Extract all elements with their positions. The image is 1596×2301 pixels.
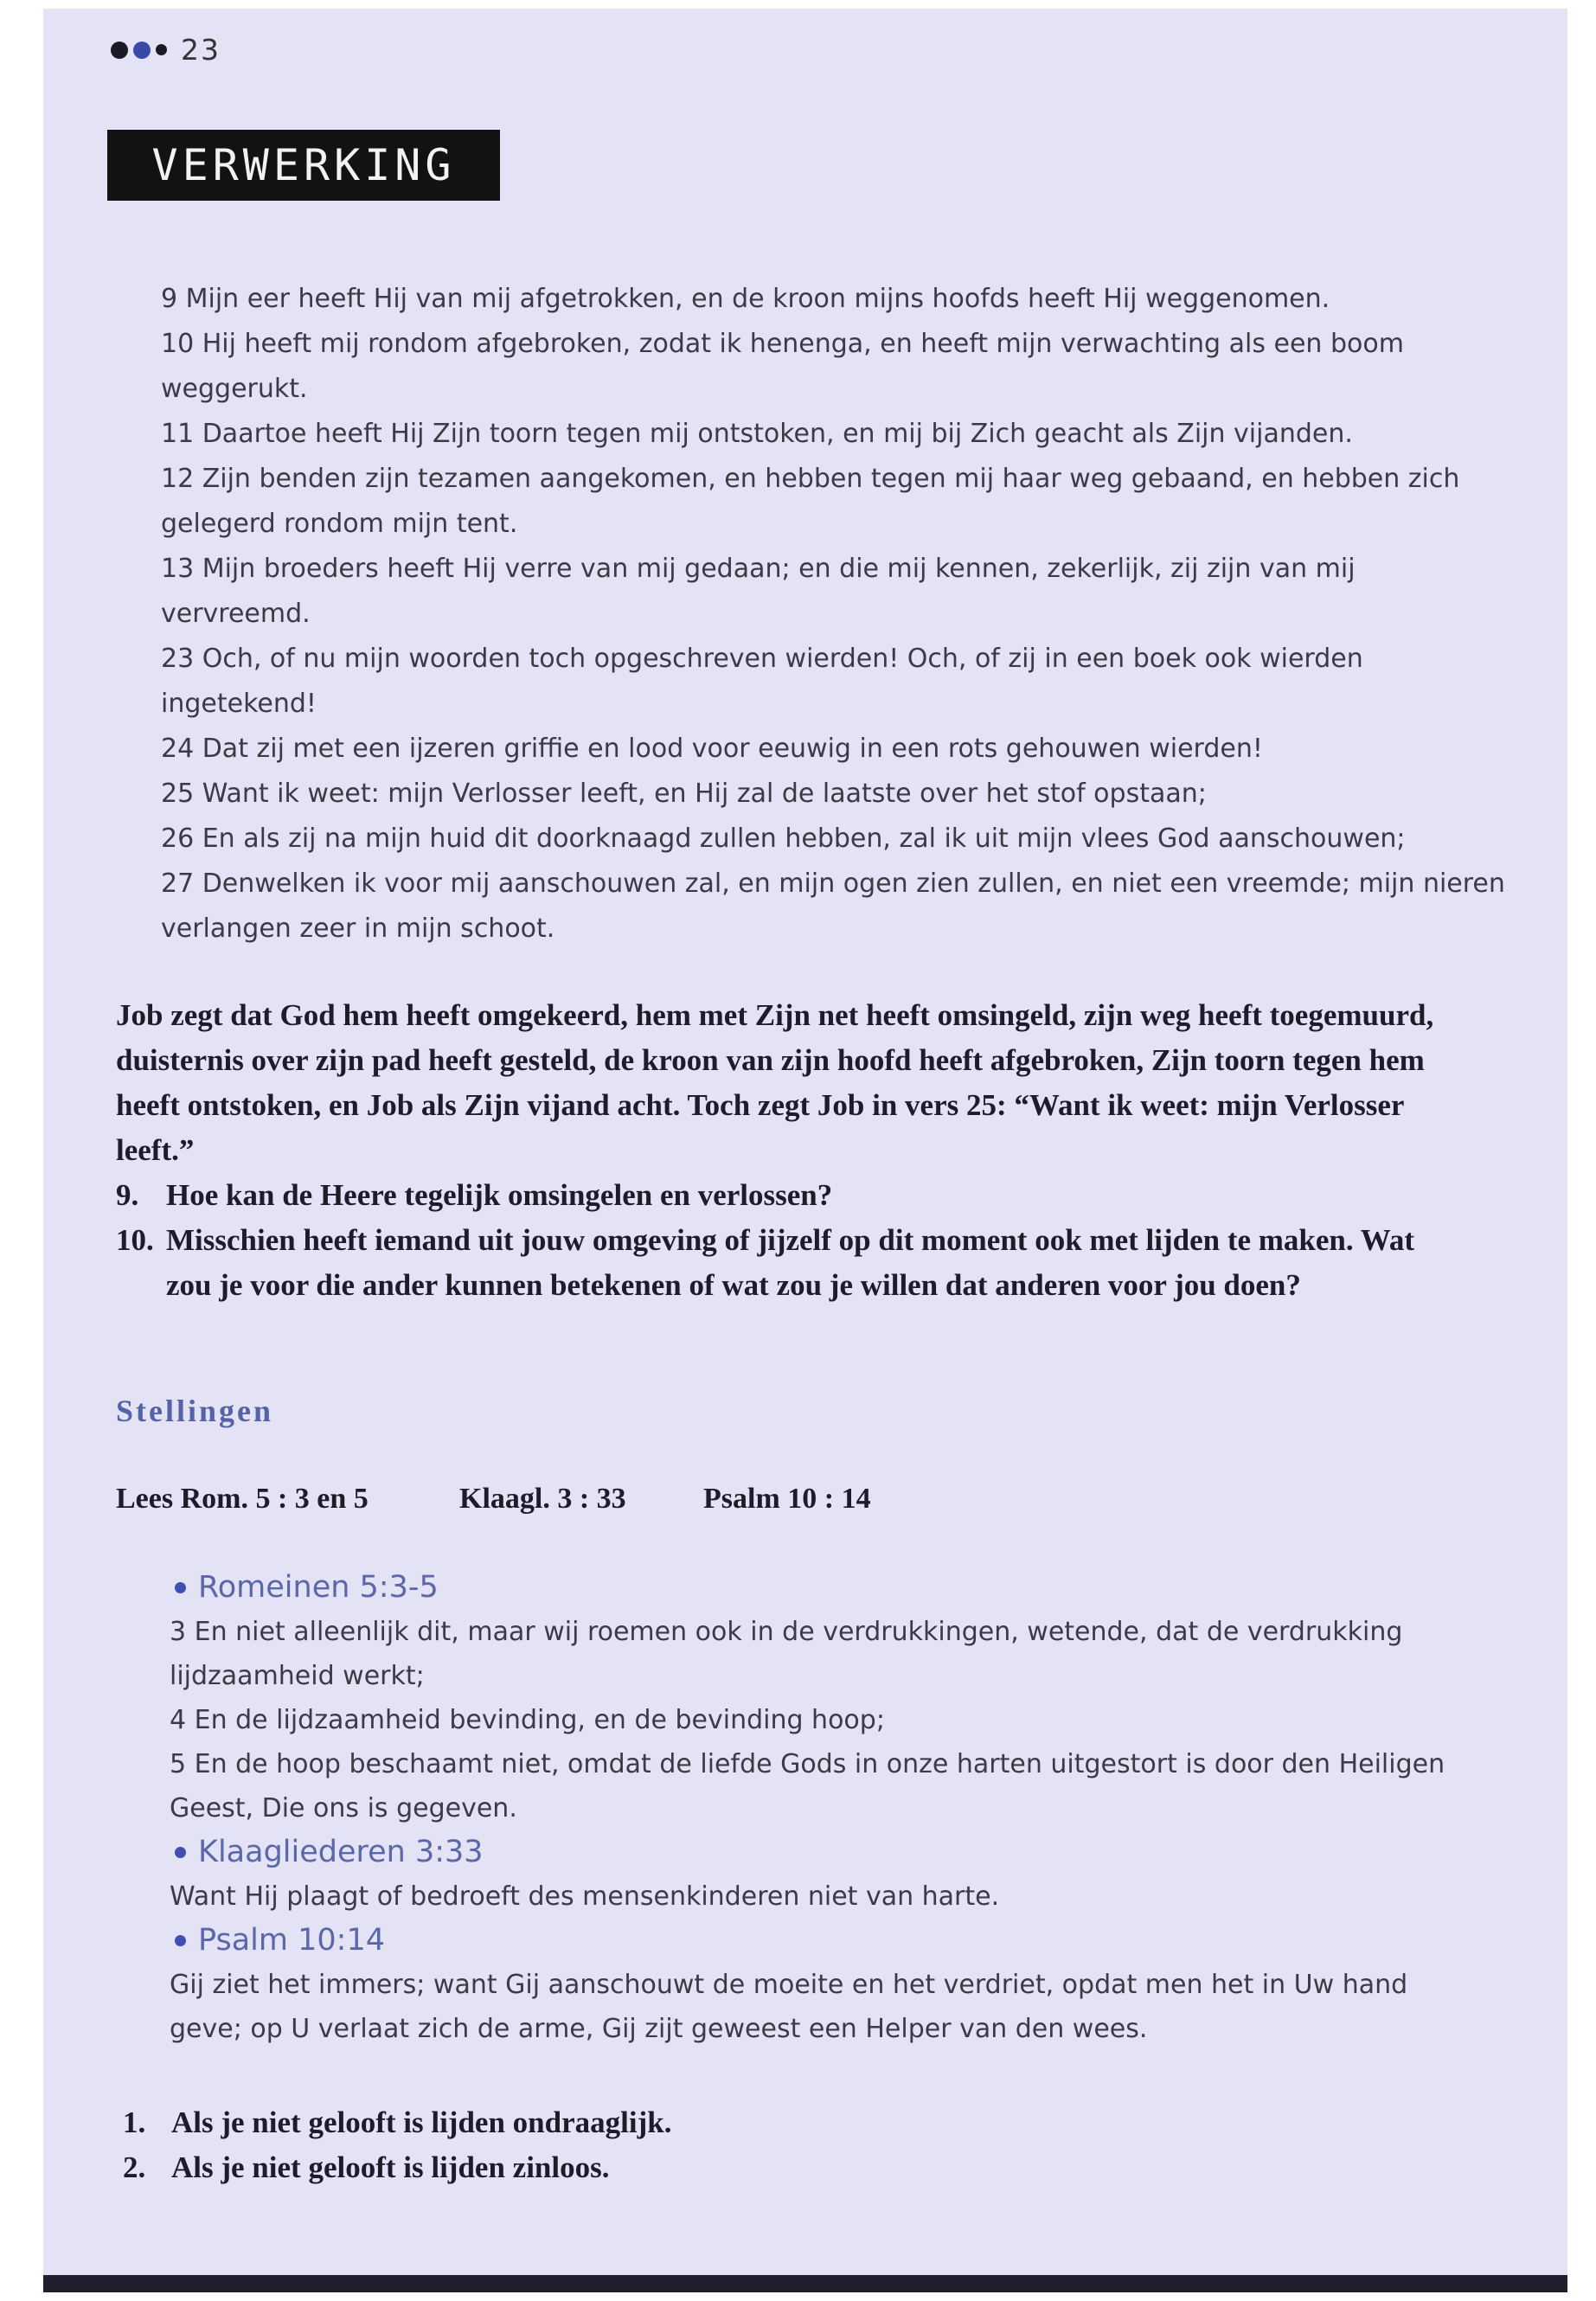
intro-paragraph: Job zegt dat God hem heeft omgekeerd, hem met Zijn net heeft omsingeld, zijn weg heeft toegemuurd, duisternis over zijn pad heeft gesteld, de kroon van zijn hoofd heeft afgebroken, Zijn toorn tegen hem heeft ontstoken, en Job als Zijn vijand acht. Toch zegt Job in vers 25: “Want ik weet: mijn Verlosser leeft.”	[116, 998, 1434, 1167]
verse: 25 Want ik weet: mijn Verlosser leeft, en Hij zal de laatste over het stof opstaan;	[161, 779, 1207, 809]
reading-references	[116, 1483, 871, 1516]
stellingen-heading: Stellingen	[116, 1394, 274, 1428]
statement-list	[123, 2100, 1420, 2190]
statement-number: 1.	[123, 2106, 146, 2139]
scripture-ref	[170, 1830, 1484, 1875]
verse: 12 Zijn benden zijn tezamen aangekomen, en hebben tegen mij haar weg gebaand, en hebben zich gelegerd rondom mijn tent.	[161, 464, 1460, 539]
page-number-text: 23	[181, 33, 221, 67]
scripture-verse: 5 En de hoop beschaamt niet, omdat de liefde Gods in onze harten uitgestort is door den Heiligen Geest, Die ons is gegeven.	[170, 1749, 1445, 1823]
bullet-icon	[175, 1847, 186, 1858]
statement-item	[123, 2100, 1420, 2145]
bullet-icon	[175, 1935, 186, 1946]
statement-text: Als je niet gelooft is lijden ondraaglijk.	[171, 2106, 672, 2139]
question-text: Misschien heeft iemand uit jouw omgeving of jijzelf op dit moment ook met lijden te maken. Wat zou je voor die ander kunnen betekenen of wat zou je willen dat anderen voor jou doen?	[166, 1223, 1414, 1302]
verse: 10 Hij heeft mij rondom afgebroken, zodat ik henenga, en heeft mijn verwachting als een boom weggerukt.	[161, 329, 1404, 404]
scripture-ref-label: Klaagliederen 3:33	[198, 1835, 484, 1869]
verse: 13 Mijn broeders heeft Hij verre van mij gedaan; en die mij kennen, zekerlijk, zij zijn van mij vervreemd.	[161, 554, 1356, 629]
verse: 9 Mijn eer heeft Hij van mij afgetrokken, en de kroon mijns hoofds heeft Hij weggenomen.	[161, 284, 1330, 314]
scripture-ref	[170, 1566, 1484, 1610]
verse: 24 Dat zij met een ijzeren griffie en lood voor eeuwig in een rots gehouwen wierden!	[161, 734, 1263, 764]
dot-icon	[111, 42, 128, 59]
question-list	[116, 1173, 1465, 1308]
job-verses	[161, 277, 1510, 952]
reference-lamentations: Klaagl. 3 : 33	[459, 1483, 626, 1515]
scripture-verse: Gij ziet het immers; want Gij aanschouwt de moeite en het verdriet, opdat men het in Uw hand geve; op U verlaat zich de arme, Gij zijt geweest een Helper van den wees.	[170, 1970, 1408, 2044]
dot-icon	[133, 42, 151, 59]
bottom-strip	[43, 2275, 1567, 2292]
question-number: 10.	[116, 1223, 154, 1257]
reference-psalm: Psalm 10 : 14	[703, 1483, 871, 1515]
question-number: 9.	[116, 1178, 139, 1212]
discussion-block	[116, 993, 1465, 1308]
section-title: VERWERKING	[107, 130, 500, 201]
verse: 11 Daartoe heeft Hij Zijn toorn tegen mij ontstoken, en mij bij Zich geacht als Zijn vijanden.	[161, 419, 1353, 449]
question-text: Hoe kan de Heere tegelijk omsingelen en verlossen?	[166, 1178, 833, 1212]
statement-number: 2.	[123, 2150, 146, 2184]
verse: 27 Denwelken ik voor mij aanschouwen zal, en mijn ogen zien zullen, en niet een vreemde; mijn nieren verlangen zeer in mijn schoot.	[161, 868, 1505, 944]
reference-romans: Lees Rom. 5 : 3 en 5	[116, 1483, 369, 1515]
dot-icon	[156, 44, 167, 55]
question-item	[116, 1173, 1465, 1218]
verse: 26 En als zij na mijn huid dit doorknaagd zullen hebben, zal ik uit mijn vlees God aanschouwen;	[161, 824, 1406, 854]
statement-text: Als je niet gelooft is lijden zinloos.	[171, 2150, 610, 2184]
scripture-verse: 3 En niet alleenlijk dit, maar wij roemen ook in de verdrukkingen, wetende, dat de verdrukking lijdzaamheid werkt;	[170, 1617, 1403, 1691]
scripture-ref-label: Psalm 10:14	[198, 1923, 385, 1958]
statement-item	[123, 2145, 1420, 2190]
bullet-icon	[175, 1582, 186, 1593]
scripture-ref-label: Romeinen 5:3-5	[198, 1570, 439, 1605]
scripture-ref	[170, 1919, 1484, 1963]
scripture-verse: 4 En de lijdzaamheid bevinding, en de bevinding hoop;	[170, 1705, 885, 1735]
scripture-verse: Want Hij plaagt of bedroeft des mensenkinderen niet van harte.	[170, 1881, 1000, 1912]
verse: 23 Och, of nu mijn woorden toch opgeschreven wierden! Och, of zij in een boek ook wierden ingetekend!	[161, 644, 1363, 719]
scripture-quotes	[170, 1566, 1484, 2051]
page-number	[111, 33, 221, 67]
question-item	[116, 1218, 1465, 1308]
